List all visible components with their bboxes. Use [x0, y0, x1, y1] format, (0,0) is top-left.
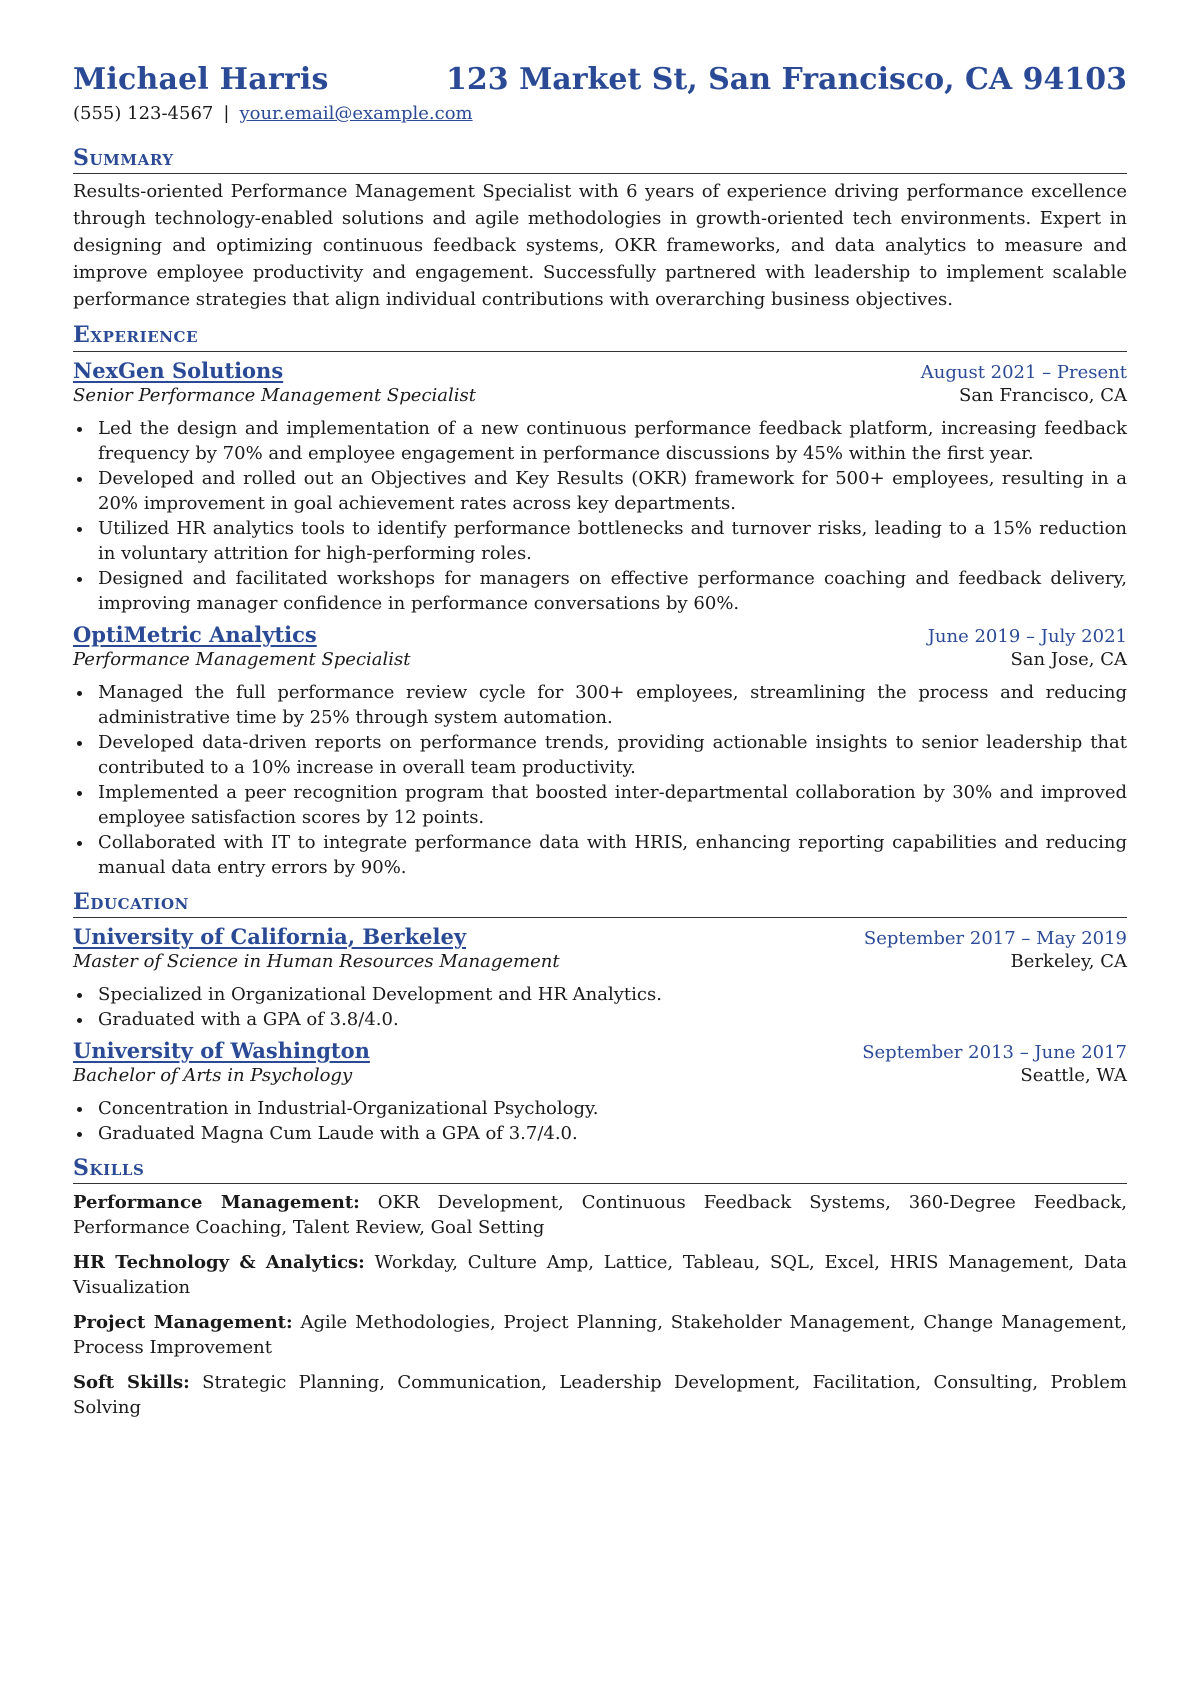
bullet-item: Utilized HR analytics tools to identify performance bottlenecks and turnover risks, leading to a 15% reduction in voluntary attrition for high-performing roles. — [73, 516, 1127, 566]
bullet-icon — [77, 841, 82, 846]
degree-name: Bachelor of Arts in Psychology — [73, 1064, 353, 1086]
bullet-item: Concentration in Industrial-Organizational Psychology. — [73, 1096, 1127, 1121]
candidate-address: 123 Market St, San Francisco, CA 94103 — [446, 62, 1127, 97]
education-entry — [73, 924, 1127, 1032]
job-bullets — [73, 680, 1127, 880]
bullet-item: Developed and rolled out an Objectives and Key Results (OKR) framework for 500+ employees, resulting in a 20% improvement in goal achievement rates across key departments. — [73, 466, 1127, 516]
skills-heading: Skills — [73, 1156, 1127, 1184]
job-dates: August 2021 – Present — [920, 361, 1127, 383]
bullet-item: Collaborated with IT to integrate performance data with HRIS, enhancing reporting capabilities and reducing manual data entry errors by 90%. — [73, 830, 1127, 880]
resume-page — [73, 62, 1127, 1420]
bullet-item: Designed and facilitated workshops for managers on effective performance coaching and feedback delivery, improving manager confidence in performance conversations by 60%. — [73, 566, 1127, 616]
education-section — [73, 890, 1127, 1146]
skill-group — [73, 1370, 1127, 1420]
contact-separator: | — [223, 103, 230, 124]
education-dates: September 2017 – May 2019 — [863, 927, 1127, 949]
resume-header — [73, 62, 1127, 97]
bullet-icon — [77, 993, 82, 998]
job-location: San Francisco, CA — [958, 384, 1127, 406]
bullet-icon — [77, 1018, 82, 1023]
education-bullets — [73, 982, 1127, 1032]
job-bullets — [73, 416, 1127, 616]
job-dates: June 2019 – July 2021 — [927, 625, 1127, 647]
job-location: San Jose, CA — [1010, 648, 1127, 670]
skill-group — [73, 1250, 1127, 1300]
bullet-item: Graduated with a GPA of 3.8/4.0. — [73, 1007, 1127, 1032]
email-link[interactable]: your.email@example.com — [239, 103, 473, 124]
bullet-icon — [77, 1132, 82, 1137]
school-location: Seattle, WA — [1020, 1064, 1127, 1086]
education-dates: September 2013 – June 2017 — [862, 1041, 1127, 1063]
job-title: Senior Performance Management Specialist — [73, 384, 476, 406]
bullet-item: Developed data-driven reports on performance trends, providing actionable insights to senior leadership that contributed to a 10% increase in overall team productivity. — [73, 730, 1127, 780]
school-name: University of Washington — [73, 1037, 370, 1063]
skill-items: Workday, Culture Amp, Lattice, Tableau, SQL, Excel, HRIS Management, Data Visualization — [73, 1252, 1128, 1299]
bullet-icon — [77, 691, 82, 696]
job-title: Performance Management Specialist — [73, 648, 411, 670]
skill-category: Project Management: — [73, 1312, 293, 1334]
bullet-icon — [77, 427, 82, 432]
education-heading: Education — [73, 890, 1127, 918]
bullet-item: Implemented a peer recognition program that boosted inter-departmental collaboration by 30% and improved employee satisfaction scores by 12 points. — [73, 780, 1127, 830]
skill-items: Strategic Planning, Communication, Leadership Development, Facilitation, Consulting, Problem Solving — [73, 1372, 1127, 1419]
skill-category: Soft Skills: — [73, 1372, 190, 1394]
skill-items: OKR Development, Continuous Feedback Systems, 360-Degree Feedback, Performance Coaching, Talent Review, Goal Setting — [73, 1192, 1127, 1239]
job-entry — [73, 358, 1127, 616]
bullet-item: Led the design and implementation of a new continuous performance feedback platform, increasing feedback frequency by 70% and employee engagement in performance discussions by 45% within the first year. — [73, 416, 1127, 466]
summary-heading: Summary — [73, 146, 1127, 174]
education-bullets — [73, 1096, 1127, 1146]
bullet-item: Graduated Magna Cum Laude with a GPA of 3.7/4.0. — [73, 1121, 1127, 1146]
bullet-icon — [77, 577, 82, 582]
bullet-item: Specialized in Organizational Development and HR Analytics. — [73, 982, 1127, 1007]
degree-name: Master of Science in Human Resources Management — [73, 950, 560, 972]
skills-section — [73, 1156, 1127, 1420]
company-name: NexGen Solutions — [73, 357, 284, 383]
skill-items: Agile Methodologies, Project Planning, Stakeholder Management, Change Management, Process Improvement — [73, 1312, 1127, 1359]
contact-line — [73, 103, 1127, 124]
bullet-icon — [77, 1107, 82, 1112]
summary-section — [73, 146, 1127, 313]
skills-list — [73, 1190, 1127, 1420]
education-entry — [73, 1038, 1127, 1146]
phone-number: (555) 123-4567 — [73, 103, 214, 124]
experience-section — [73, 323, 1127, 879]
job-entry — [73, 622, 1127, 880]
summary-text: Results-oriented Performance Management Specialist with 6 years of experience driving performance excellence through technology-enabled solutions and agile methodologies in growth-oriented tech environments. Expert in designing and optimizing continuous feedback systems, OKR frameworks, and data analytics to measure and improve employee productivity and engagement. Successfully partnered with leadership to implement scalable performance strategies that align individual contributions with overarching business objectives. — [73, 181, 1127, 311]
skill-category: Performance Management: — [73, 1192, 360, 1214]
bullet-icon — [77, 741, 82, 746]
skill-group — [73, 1190, 1127, 1240]
school-location: Berkeley, CA — [1010, 950, 1127, 972]
skill-group — [73, 1310, 1127, 1360]
bullet-icon — [77, 791, 82, 796]
bullet-item: Managed the full performance review cycle for 300+ employees, streamlining the process and reducing administrative time by 25% through system automation. — [73, 680, 1127, 730]
candidate-name: Michael Harris — [73, 62, 329, 97]
school-name: University of California, Berkeley — [73, 923, 467, 949]
company-name: OptiMetric Analytics — [73, 621, 317, 647]
bullet-icon — [77, 477, 82, 482]
experience-heading: Experience — [73, 323, 1127, 351]
bullet-icon — [77, 527, 82, 532]
skill-category: HR Technology & Analytics: — [73, 1252, 365, 1274]
